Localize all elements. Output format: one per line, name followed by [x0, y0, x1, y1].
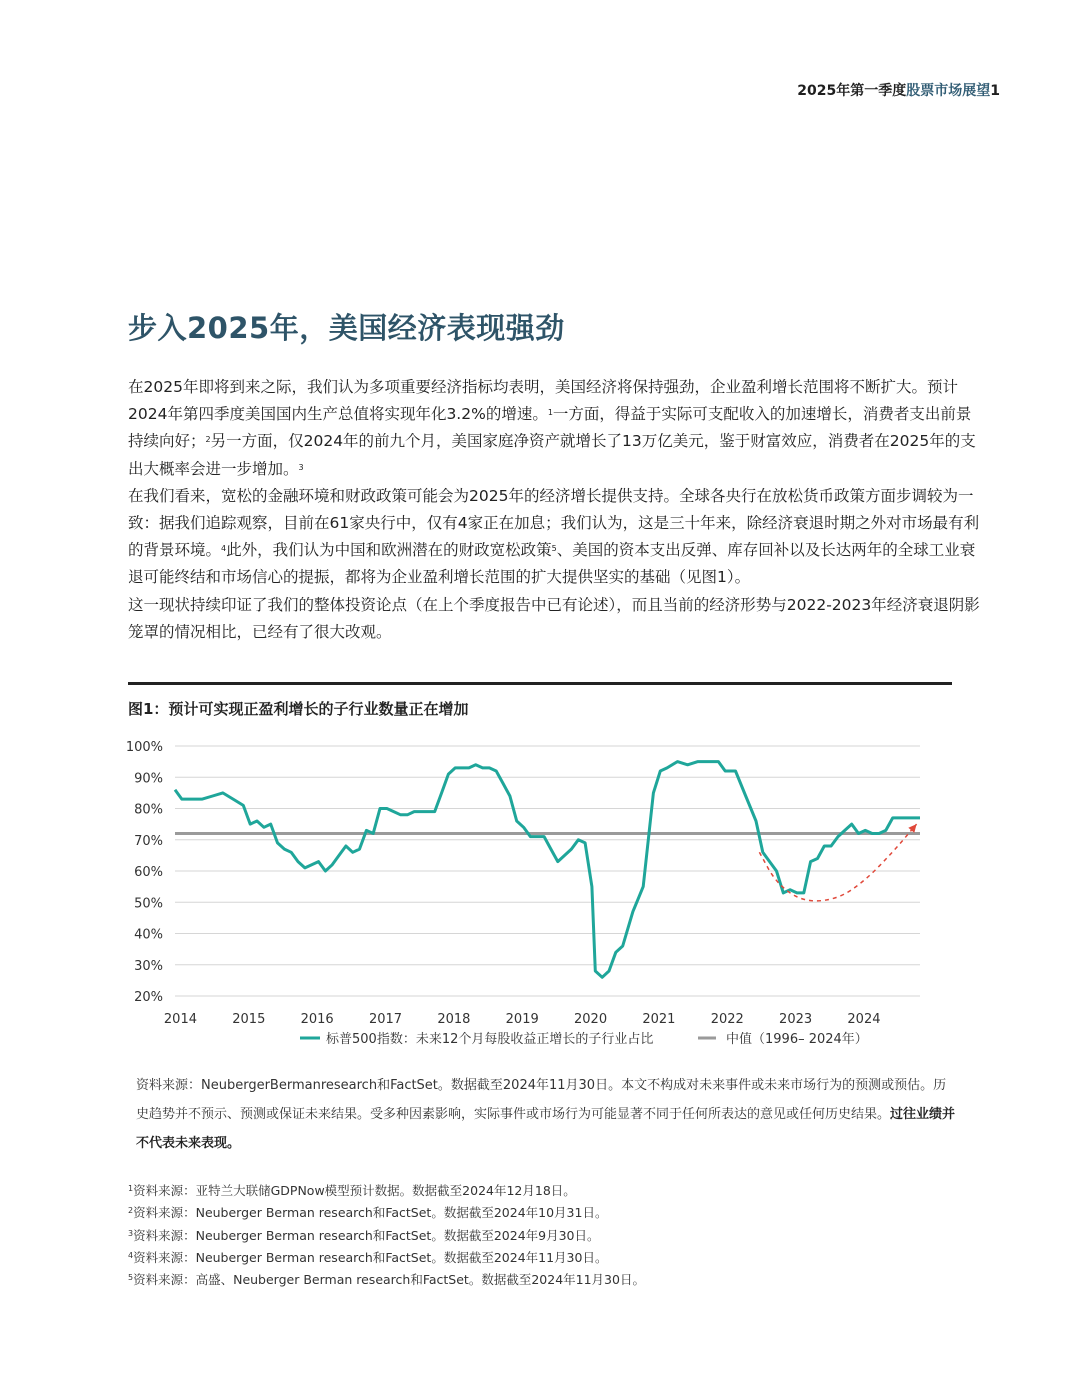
- x-tick-label: 2022: [710, 1012, 744, 1027]
- line-chart: [120, 732, 940, 1054]
- y-tick-label: 30%: [134, 958, 163, 974]
- footnote-num: 3: [128, 1228, 134, 1238]
- footnote-ref-1[interactable]: 1: [547, 408, 553, 418]
- x-tick-label: 2021: [642, 1012, 676, 1027]
- p2-text-3: 、美国的资本支出反弹、库存回补以及长达两年的全球工业衰退可能终结和市场信心的提振，都将为企业盈利增长范围的扩大提供坚实的基础（见图1）。: [128, 541, 976, 587]
- footnote-3: [128, 1225, 645, 1247]
- footnote-num: 5: [128, 1273, 134, 1283]
- x-tick-label: 2015: [232, 1012, 266, 1027]
- figure-divider: [128, 682, 952, 685]
- footnote-num: 1: [128, 1184, 134, 1193]
- footnote-text: 资料来源：Neuberger Berman research和FactSet。数据截至2024年11月30日。: [133, 1249, 608, 1265]
- y-tick-label: 100%: [125, 740, 163, 755]
- section-title: 步入2025年，美国经济表现强劲: [128, 311, 565, 345]
- legend-label-sp500: 标普500指数：未来12个月每股收益正增长的子行业占比: [326, 1032, 654, 1047]
- legend-label-median: 中值（1996– 2024年）: [726, 1032, 868, 1047]
- x-tick-label: 2014: [163, 1012, 198, 1027]
- page-header: [797, 80, 1000, 100]
- footnote-5: [128, 1269, 645, 1291]
- footnote-ref-3[interactable]: 3: [298, 462, 304, 472]
- x-tick-label: 2023: [779, 1012, 813, 1027]
- x-tick-label: 2017: [368, 1012, 403, 1027]
- y-axis-ticks: [126, 740, 163, 1005]
- y-tick-label: 80%: [134, 802, 163, 818]
- x-axis-ticks: [164, 1012, 881, 1027]
- p1-text-3: 另一方面，仅2024年的前九个月，美国家庭净资产就增长了13万亿美元，鉴于财富效应，消费者在2025年的支出大概率会进一步增加。: [128, 432, 976, 478]
- p2-text-1: 在我们看来，宽松的金融环境和财政政策可能会为2025年的经济增长提供支持。全球各央行在放松货币政策方面步调较为一致：据我们追踪观察，目前在61家央行中，仅有4家正在加息；我们认为，这是三十年来，除经济衰退时期之外对市场最有利的背景环境。: [128, 486, 980, 560]
- disclaimer-bold: 过往业绩并不代表未来表现。: [136, 1107, 956, 1151]
- footnote-ref-5[interactable]: 5: [551, 544, 557, 554]
- y-tick-label: 70%: [134, 833, 163, 849]
- x-tick-label: 2016: [300, 1012, 334, 1027]
- header-highlight: 股票市场展望: [906, 83, 991, 99]
- footnote-text: 资料来源：高盛、Neuberger Berman research和FactSet。数据截至2024年11月30日。: [133, 1272, 645, 1288]
- y-tick-label: 20%: [134, 990, 163, 1005]
- p1-text-2: 一方面，得益于实际可支配收入的加速增长，消费者支出前景持续向好；: [128, 405, 972, 451]
- p2-text-2: 此外，我们认为中国和欧洲潜在的财政宽松政策: [226, 541, 552, 560]
- series-line-sp500: [175, 762, 920, 978]
- chart-series: [175, 762, 920, 978]
- x-tick-label: 2018: [437, 1012, 471, 1027]
- paragraph-3: 这一现状持续印证了我们的整体投资论点（在上个季度报告中已有论述），而且当前的经济形势与2022-2023年经济衰退阴影笼罩的情况相比，已经有了很大改观。: [128, 595, 980, 641]
- paragraph-2: [128, 483, 980, 592]
- source-text: 资料来源：NeubergerBermanresearch和FactSet。数据截至2024年11月30日。本文不构成对未来事件或未来市场行为的预测或预估。历史趋势并不预示、预测或保证未来结果。受多种因素影响，实际事件或市场行为可能显著不同于任何所表达的意见或任何历史结果。: [136, 1078, 947, 1122]
- footnote-4: [128, 1247, 645, 1269]
- body-text: [128, 374, 980, 646]
- y-tick-label: 40%: [134, 927, 163, 943]
- y-tick-label: 60%: [134, 865, 163, 880]
- footnote-ref-2[interactable]: 2: [205, 435, 211, 445]
- source-note: [136, 1071, 956, 1158]
- x-tick-label: 2019: [505, 1012, 539, 1027]
- footnote-text: 资料来源：Neuberger Berman research和FactSet。数据截至2024年10月31日。: [133, 1205, 608, 1221]
- x-tick-label: 2024: [847, 1012, 881, 1027]
- p1-text-1: 在2025年即将到来之际，我们认为多项重要经济指标均表明，美国经济将保持强劲，企业盈利增长范围将不断扩大。预计2024年第四季度美国国内生产总值将实现年化3.2%的增速。: [128, 378, 958, 424]
- footnote-2: [128, 1202, 645, 1224]
- paragraph-1: [128, 374, 980, 483]
- y-tick-label: 90%: [134, 771, 163, 787]
- trend-arrow-head: [908, 824, 916, 833]
- footnote-num: 4: [128, 1250, 134, 1260]
- footnote-1: [128, 1180, 645, 1202]
- footnote-text: 资料来源：亚特兰大联储GDPNow模型预计数据。数据截至2024年12月18日。: [133, 1183, 576, 1198]
- y-tick-label: 50%: [134, 896, 163, 912]
- figure-title: 图1：预计可实现正盈利增长的子行业数量正在增加: [128, 700, 469, 718]
- footnote-num: 2: [128, 1206, 134, 1216]
- page-number: 1: [990, 83, 1000, 99]
- footnote-text: 资料来源：Neuberger Berman research和FactSet。数据截至2024年9月30日。: [133, 1227, 600, 1243]
- header-prefix: 2025年第一季度: [797, 83, 907, 99]
- footnote-ref-4[interactable]: 4: [221, 544, 227, 554]
- chart-legend: [300, 1031, 868, 1047]
- footnotes: [128, 1180, 645, 1291]
- x-tick-label: 2020: [574, 1012, 608, 1027]
